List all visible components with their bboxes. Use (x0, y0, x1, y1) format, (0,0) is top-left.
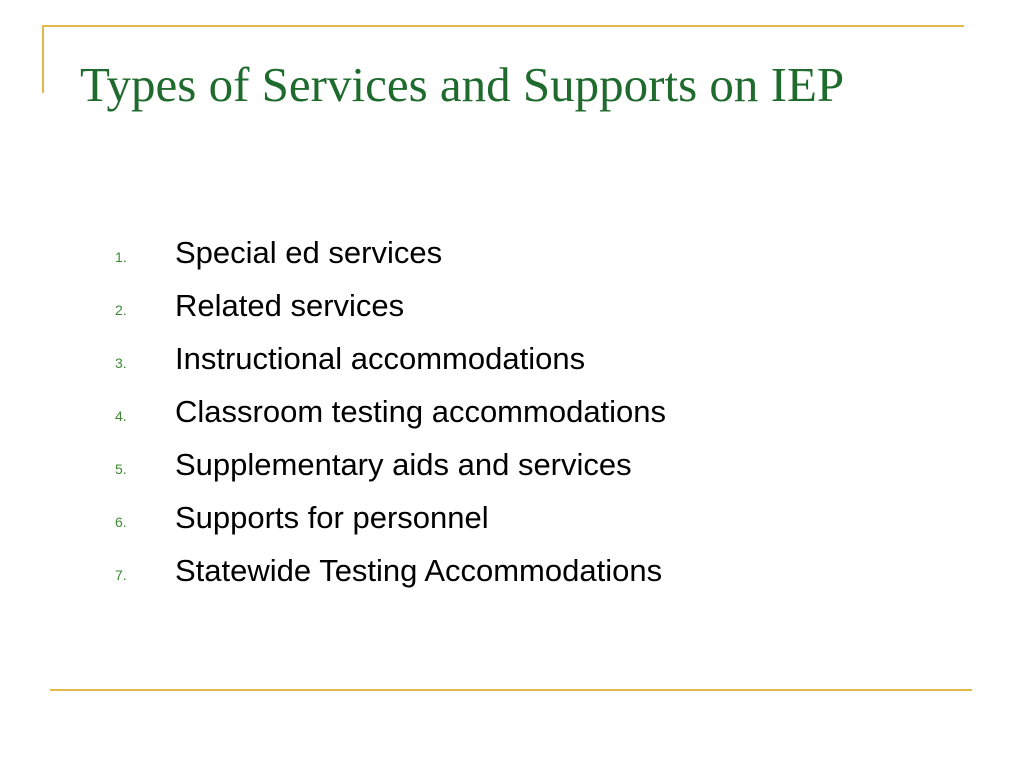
list-item-number: 5. (115, 461, 127, 477)
list-item-text: Instructional accommodations (175, 341, 586, 376)
list-item (115, 342, 666, 395)
list-item-text: Classroom testing accommodations (175, 394, 667, 429)
list-item (115, 395, 666, 448)
list-item-number: 1. (115, 249, 127, 265)
slide-title: Types of Services and Supports on IEP (80, 57, 845, 112)
top-accent-line (42, 25, 964, 27)
list-item-number: 6. (115, 514, 127, 530)
list-item-text: Related services (175, 288, 405, 323)
list-item-text: Statewide Testing Accommodations (175, 553, 663, 588)
list-item-text: Supports for personnel (175, 500, 489, 535)
list-item-number: 4. (115, 408, 127, 424)
list-item-number: 2. (115, 302, 127, 318)
list-item (115, 289, 666, 342)
bottom-accent-line (50, 689, 972, 691)
list-item (115, 448, 666, 501)
list-item-number: 3. (115, 355, 127, 371)
list-item-number: 7. (115, 567, 127, 583)
list-item (115, 236, 666, 289)
list-item (115, 554, 666, 607)
list-item-text: Special ed services (175, 235, 443, 270)
list-item-text: Supplementary aids and services (175, 447, 632, 482)
list-item (115, 501, 666, 554)
services-list (115, 236, 666, 607)
left-accent-line (42, 25, 44, 93)
